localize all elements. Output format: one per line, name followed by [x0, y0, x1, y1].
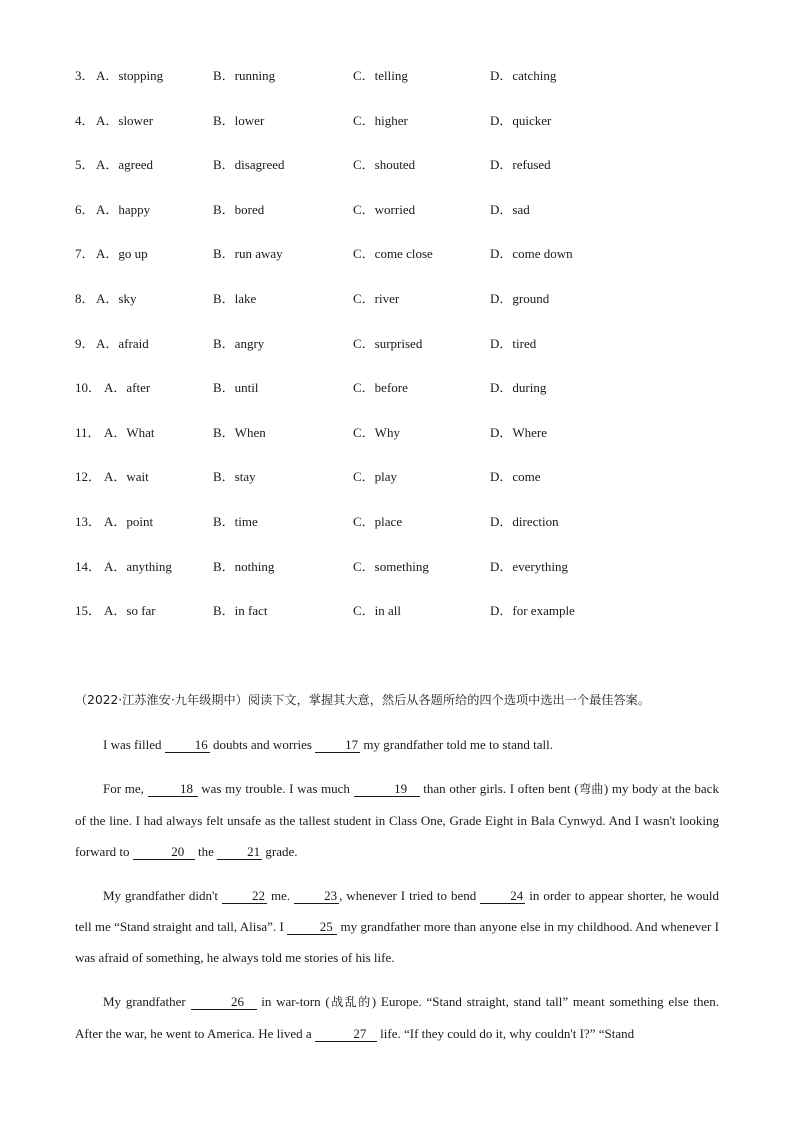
- option-b[interactable]: B．disagreed: [213, 157, 285, 173]
- option-a[interactable]: A．anything: [104, 558, 172, 574]
- option-d[interactable]: D．come: [490, 469, 541, 485]
- option-d[interactable]: D．come down: [490, 246, 573, 262]
- option-c[interactable]: C．surprised: [353, 335, 423, 351]
- option-d[interactable]: D．during: [490, 380, 547, 396]
- question-number: 12．: [75, 469, 102, 485]
- option-c[interactable]: C．shouted: [353, 157, 416, 173]
- question-row: [75, 245, 715, 263]
- option-b[interactable]: B．When: [213, 424, 266, 440]
- option-a[interactable]: A．happy: [96, 201, 151, 217]
- option-b[interactable]: B．in fact: [213, 603, 268, 619]
- option-d[interactable]: D．Where: [490, 424, 548, 440]
- blank-27[interactable]: 27: [315, 1027, 377, 1042]
- option-a[interactable]: A．go up: [96, 246, 148, 262]
- passage-paragraph-3: My grandfather didn't 22 me. 23 , whenever I tried to bend 24 in order to appear shorter, he would tell me “Stand straight and tall, Alisa”. I 25 my grandfather more than anyone else in my childhood. And whenever I was afraid of something, he always told me stories of his life.: [75, 888, 720, 965]
- question-number: 10．: [75, 380, 102, 396]
- question-row: [75, 379, 715, 397]
- blank-20[interactable]: 20: [133, 845, 195, 860]
- option-d[interactable]: D．direction: [490, 514, 559, 529]
- question-row: [75, 602, 715, 620]
- question-number: 4．: [75, 112, 95, 128]
- option-a[interactable]: A．after: [104, 380, 151, 396]
- option-a[interactable]: A．afraid: [96, 335, 149, 351]
- blank-18[interactable]: 18: [148, 782, 198, 797]
- question-row: [75, 335, 715, 353]
- question-number: 14．: [75, 558, 102, 574]
- blank-17[interactable]: 17: [315, 738, 360, 753]
- option-c[interactable]: C．worried: [353, 201, 416, 217]
- question-number: 15．: [75, 603, 102, 619]
- option-d[interactable]: D．everything: [490, 558, 568, 574]
- option-b[interactable]: B．angry: [213, 335, 265, 351]
- question-number: 3．: [75, 68, 95, 83]
- blank-16[interactable]: 16: [165, 738, 210, 753]
- option-d[interactable]: D．quicker: [490, 112, 552, 128]
- question-number: 6．: [75, 201, 95, 217]
- passage-paragraph-4: My grandfather 26 in war-torn (战乱的) Europe. “Stand straight, stand tall” meant something else then. After the war, he went to America. He lived a 27 life. “If they could do it, why couldn't I?” “Stand: [75, 994, 719, 1041]
- option-c[interactable]: C．something: [353, 558, 429, 574]
- option-c[interactable]: C．come close: [353, 246, 433, 262]
- question-row: [75, 290, 715, 308]
- question-row: [75, 424, 715, 442]
- option-c[interactable]: C．play: [353, 469, 398, 485]
- option-d[interactable]: D．for example: [490, 603, 575, 619]
- option-b[interactable]: B．lake: [213, 291, 257, 306]
- question-number: 5．: [75, 157, 95, 173]
- option-c[interactable]: C．higher: [353, 112, 408, 128]
- option-d[interactable]: D．refused: [490, 157, 551, 173]
- option-b[interactable]: B．running: [213, 68, 276, 83]
- blank-23[interactable]: 23: [294, 889, 339, 904]
- option-b[interactable]: B．until: [213, 380, 259, 396]
- option-b[interactable]: B．lower: [213, 112, 265, 128]
- question-row: [75, 558, 715, 576]
- passage-paragraph-2: For me, 18 was my trouble. I was much 19 than other girls. I often bent (弯曲) my body at the back of the line. I had always felt unsafe as the tallest student in Class One, Grade Eight in Bala Cynwyd. And I wasn't looking forward to 20 the 21 grade.: [75, 781, 719, 859]
- blank-21[interactable]: 21: [217, 845, 262, 860]
- option-c[interactable]: C．in all: [353, 603, 402, 619]
- option-d[interactable]: D．tired: [490, 335, 537, 351]
- passage: [75, 729, 719, 1049]
- question-row: [75, 468, 715, 486]
- option-a[interactable]: A．stopping: [96, 68, 164, 83]
- passage-paragraph-1: I was filled 16 doubts and worries 17 my grandfather told me to stand tall.: [103, 737, 553, 752]
- question-row: [75, 156, 715, 174]
- option-d[interactable]: D．sad: [490, 201, 530, 217]
- option-d[interactable]: D．ground: [490, 291, 550, 306]
- option-a[interactable]: A．slower: [96, 112, 154, 128]
- question-row: [75, 112, 715, 130]
- question-number: 9．: [75, 335, 95, 351]
- option-b[interactable]: B．bored: [213, 201, 265, 217]
- option-c[interactable]: C．before: [353, 380, 408, 396]
- section-heading: （2022·江苏淮安·九年级期中）阅读下文，掌握其大意，然后从各题所给的四个选项中选出一个最佳答案。: [75, 693, 651, 707]
- question-number: 7．: [75, 246, 95, 262]
- option-b[interactable]: B．stay: [213, 469, 256, 485]
- question-row: [75, 201, 715, 219]
- option-d[interactable]: D．catching: [490, 68, 557, 83]
- question-number: 13．: [75, 514, 102, 529]
- blank-26[interactable]: 26: [191, 995, 257, 1010]
- question-number: 11．: [75, 424, 101, 440]
- option-c[interactable]: C．telling: [353, 68, 408, 83]
- option-a[interactable]: A．sky: [96, 291, 137, 306]
- option-b[interactable]: B．run away: [213, 246, 283, 262]
- option-a[interactable]: A．wait: [104, 469, 149, 485]
- question-row: [75, 513, 715, 531]
- blank-19[interactable]: 19: [354, 782, 420, 797]
- option-c[interactable]: C．Why: [353, 424, 400, 440]
- option-a[interactable]: A．agreed: [96, 157, 154, 173]
- option-a[interactable]: A．What: [104, 424, 155, 440]
- question-number: 8．: [75, 291, 95, 306]
- option-b[interactable]: B．nothing: [213, 558, 275, 574]
- blank-24[interactable]: 24: [480, 889, 525, 904]
- blank-25[interactable]: 25: [287, 920, 337, 935]
- question-row: [75, 67, 715, 85]
- option-b[interactable]: B．time: [213, 514, 258, 529]
- option-c[interactable]: C．place: [353, 514, 403, 529]
- option-a[interactable]: A．point: [104, 514, 154, 529]
- option-c[interactable]: C．river: [353, 291, 400, 306]
- blank-22[interactable]: 22: [222, 889, 267, 904]
- option-a[interactable]: A．so far: [104, 603, 156, 619]
